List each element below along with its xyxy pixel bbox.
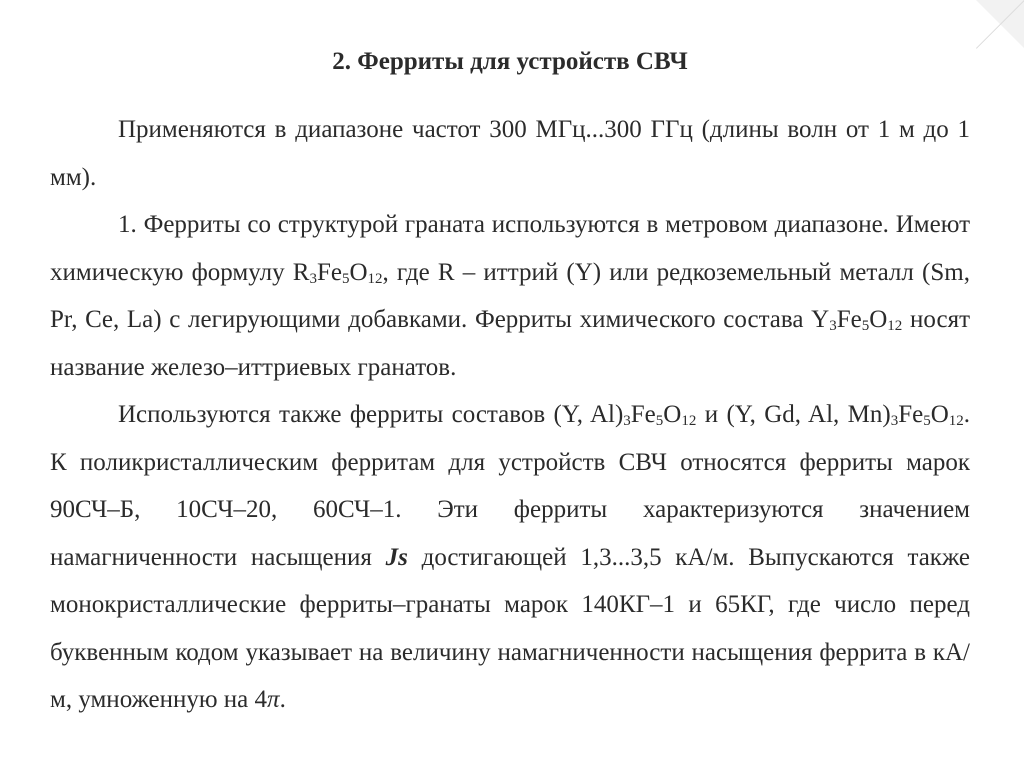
text-run: достигающей 1,3...3,5 кА/м. Выпускаются также монокристаллические ферриты–гранаты марок 140КГ–1 и 65КГ, где число перед буквенным кодом указывает на величину намагниченности насыщения феррита в кА/м, умноженную на 4 <box>50 543 970 713</box>
paragraph-garnet-ferrites <box>50 201 970 391</box>
subscript: 12 <box>948 413 964 429</box>
text-run: O <box>663 401 682 428</box>
text-run: Fe <box>898 401 924 428</box>
text-run: . К поликристаллическим ферритам для устройств СВЧ относятся ферриты марок 90СЧ–Б, 10СЧ–20, 60СЧ–1. Эти ферриты характеризуются значением намагниченности насыщения <box>50 401 970 571</box>
saturation-magnetization-symbol: Js <box>385 543 408 571</box>
document-title: 2. Ферриты для устройств СВЧ <box>332 48 688 75</box>
text-run: , где R – иттрий (Y) или редкоземельный металл (Sm, Pr, Ce, La) с легирующими добавками. Ферриты химического состава Y <box>50 258 970 333</box>
text-run: Fe <box>316 258 342 286</box>
text-run: O <box>869 306 888 333</box>
text-run: Fe <box>630 401 656 428</box>
subscript: 5 <box>655 413 664 429</box>
subscript: 12 <box>887 318 903 334</box>
subscript: 5 <box>341 270 350 287</box>
subscript: 5 <box>861 318 870 334</box>
subscript: 3 <box>829 318 837 334</box>
subscript: 12 <box>367 270 383 287</box>
subscript: 3 <box>309 270 317 287</box>
subscript: 12 <box>681 413 697 429</box>
pi-symbol: π <box>267 686 280 713</box>
subscript: 3 <box>623 413 631 429</box>
text-run: Используются также ферриты составов (Y, Al) <box>118 401 624 428</box>
text-run: носят название железо–иттриевых гранатов. <box>50 306 970 381</box>
paragraph-ferrite-grades <box>50 391 970 724</box>
page-corner-fold <box>976 0 1024 48</box>
text-run: . <box>279 686 286 713</box>
subscript: 3 <box>890 413 899 429</box>
document-body <box>50 44 970 724</box>
text-run: O <box>349 258 368 286</box>
subscript: 5 <box>923 413 931 429</box>
text-run: O <box>930 401 949 428</box>
paragraph-frequency-range: Применяются в диапазоне частот 300 МГц...300 ГГц (длины волн от 1 м до 1 мм). <box>50 116 970 191</box>
text-run: 1. Ферриты со структурой граната используются в метровом диапазоне. Имеют химическую формулу R <box>50 211 970 286</box>
text-run: и (Y, Gd, Al, Mn) <box>696 401 891 428</box>
text-run: Fe <box>836 306 862 333</box>
